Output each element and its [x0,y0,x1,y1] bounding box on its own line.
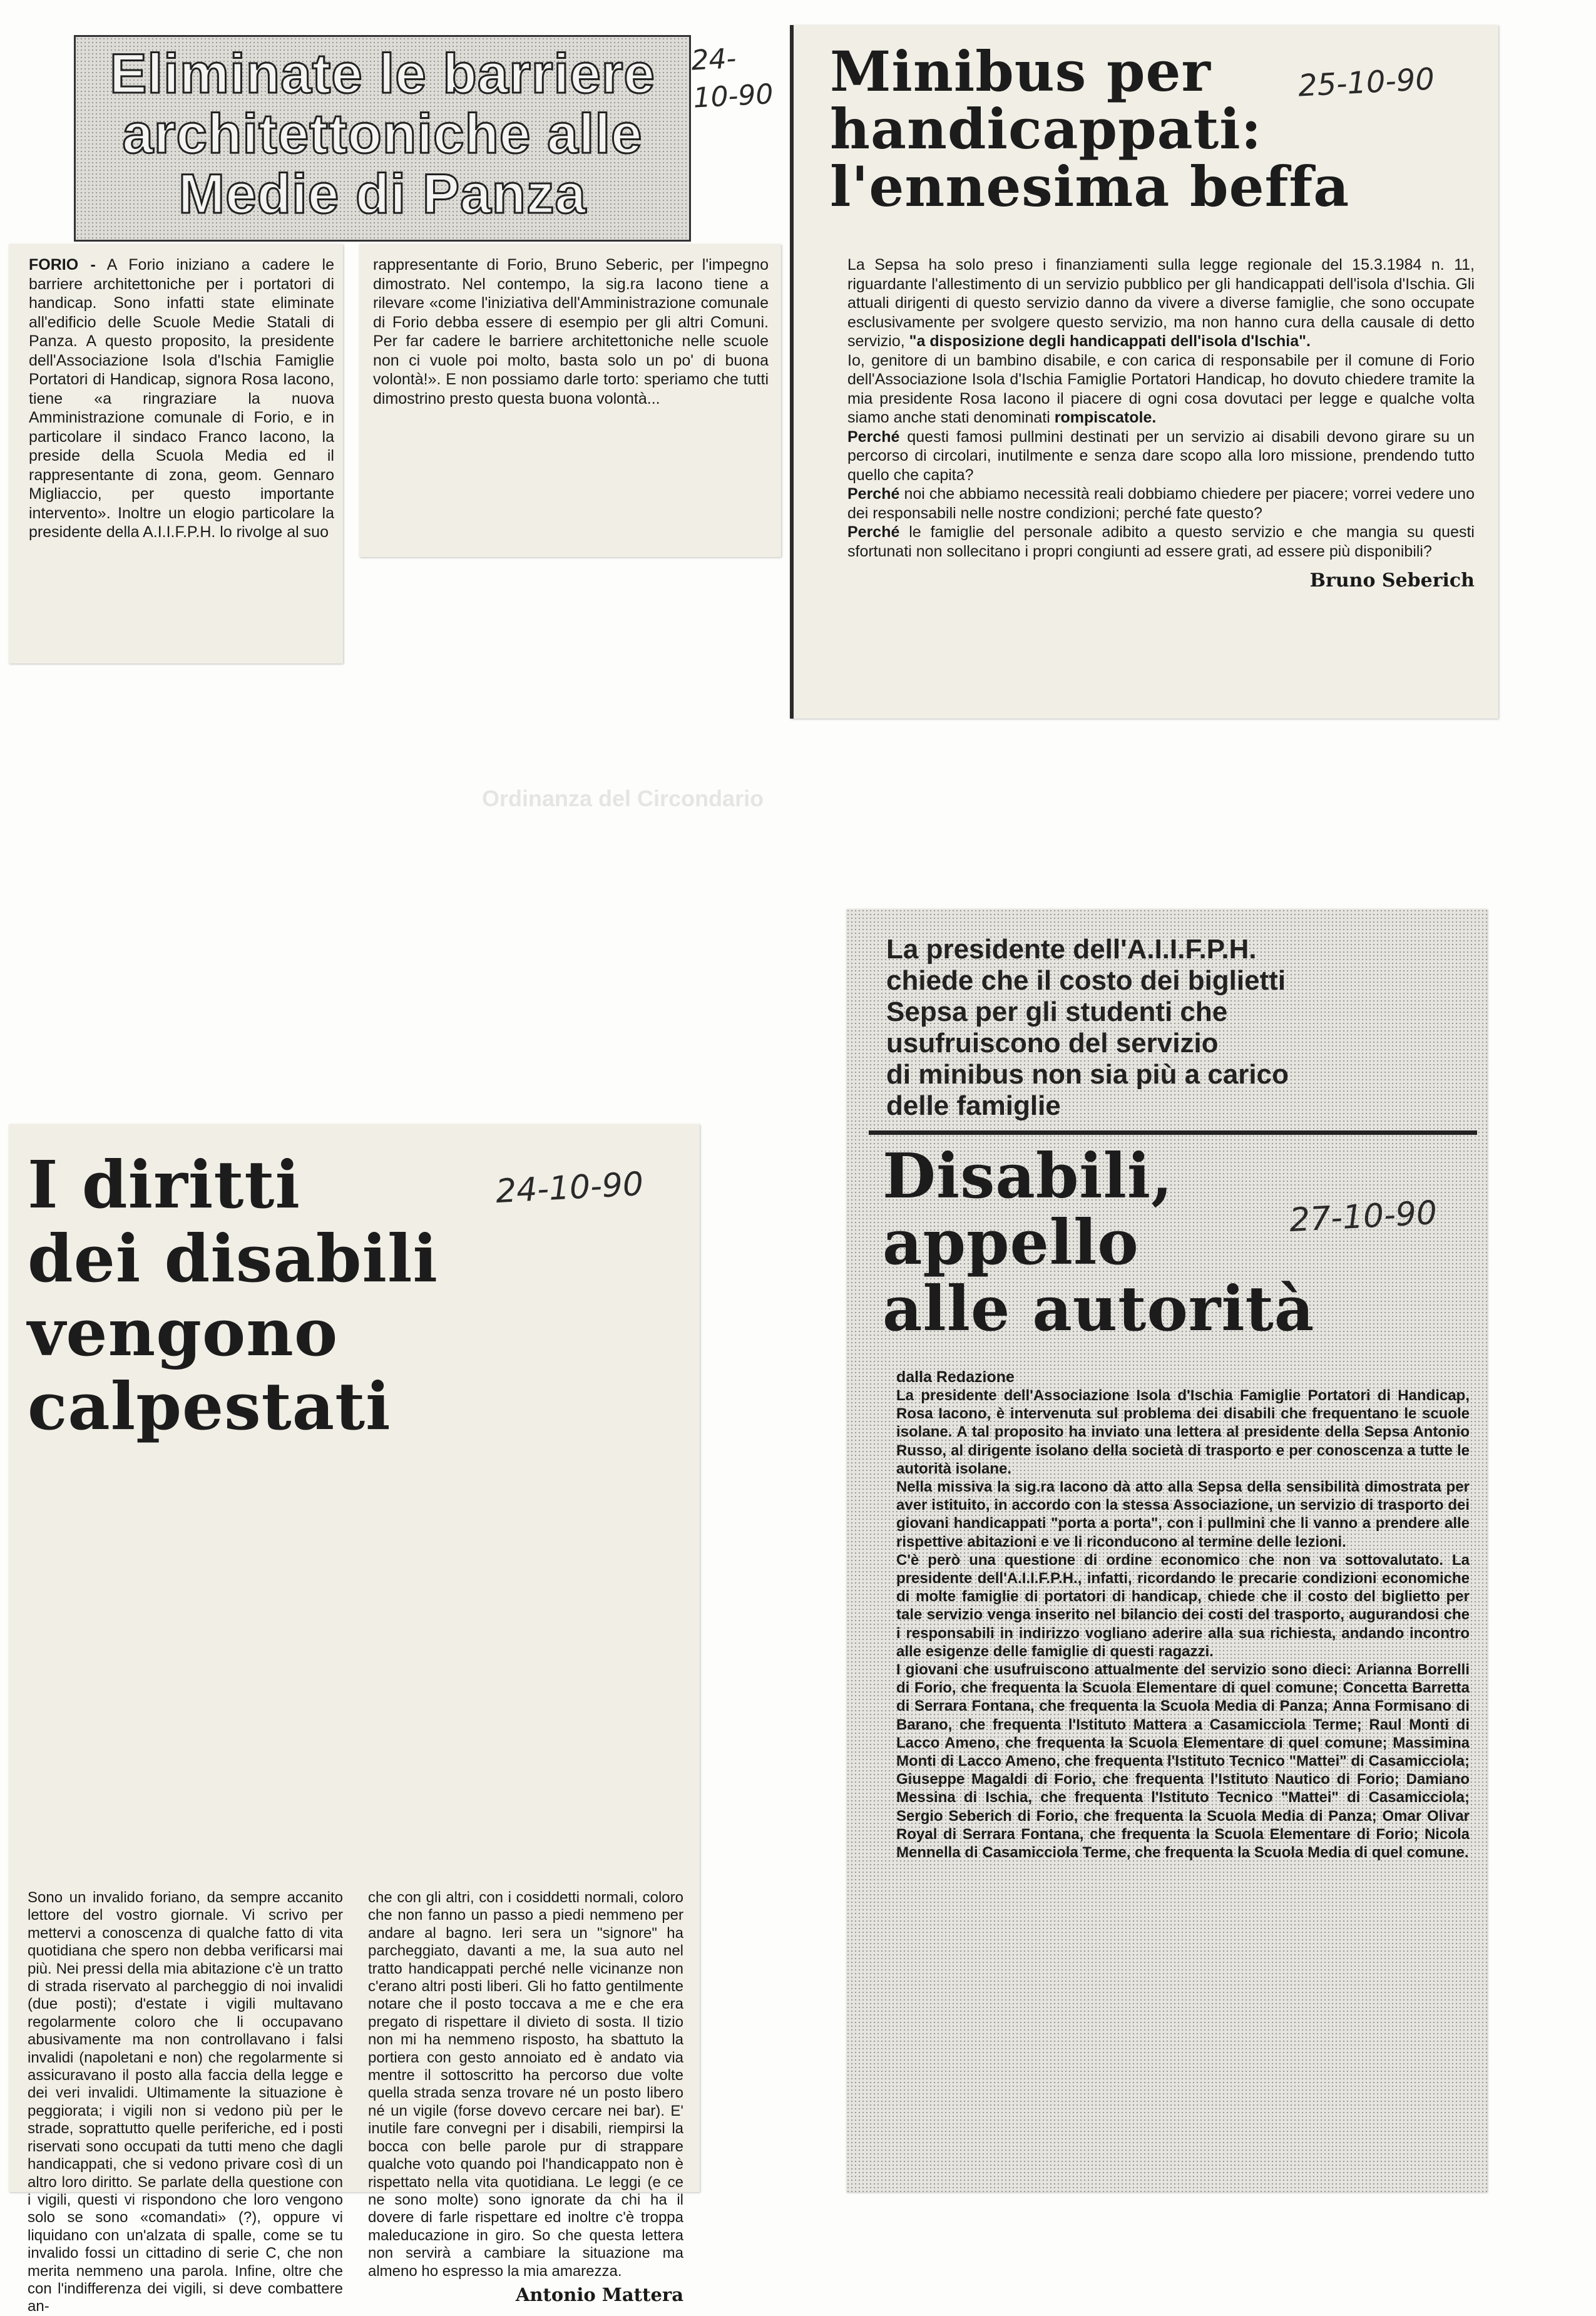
article-minibus-p4: noi che abbiamo necessità reali dobbiamo chiedere per piacere; vorrei vedere uno dei responsabili nelle nostre condizioni; perché fate questo? [847,485,1475,522]
article-diritti-date: 24-10-90 [494,1165,645,1211]
article-minibus-p5: le famiglie del personale adibito a questo servizio e che mangia su questi sfortunati non sollecitano i propri congiunti ad essere grati, ad essere più disponibili? [847,523,1475,560]
article-disabili-p4: I giovani che usufruiscono attualmente del servizio sono dieci: Arianna Borrelli di Forio, che frequenta la Scuola Elementare di quel comune; Concetta Barretta di Serrara Fontana, che frequenta la Scuola Media di Panza; Anna Formisano di Barano, che frequenta l'Istituto Mattera a Casamicciola Terme; Raul Monti di Lacco Ameno, che frequenta la Scuola Elementare di quel comune; Massimina Monti di Lacco Ameno, che frequenta l'Istituto Tecnico "Mattei" di Casamicciola; Giuseppe Magaldi di Forio, che frequenta l'Istituto Nautico di Forio; Damiano Messina di Ischia, che frequenta l'Istituto Tecnico "Mattei" di Casamicciola; Sergio Seberich di Forio, che frequenta la Scuola Media di Panza; Omar Olivar Royal di Serrara Fontana, che frequenta la Scuola Elementare di Forio; Nicola Mennella di Casamicciola Terme, che frequenta la Scuola Media di quel comune. [896,1661,1470,1862]
article-disabili-date: 27-10-90 [1288,1194,1438,1240]
article-barriere-headline-line2: architettoniche alle [122,102,643,165]
article-minibus-p5-bold: Perché [847,523,900,541]
article-disabili-subhead-line2: chiede che il costo dei biglietti [886,965,1286,996]
article-minibus-p4-bold: Perché [847,485,900,503]
article-diritti-headline-line3: vengono [28,1294,339,1371]
article-barriere-col2 [359,244,781,557]
article-disabili-subhead [886,934,1471,1122]
article-minibus-p3: questi famosi pullmini destinati per un servizio ai disabili devono girare su un percorso di circolari, inutilmente e senza dare scopo alla loro missione, prendendo tutto quello che capita? [847,428,1475,484]
article-disabili-subhead-line6: delle famiglie [886,1090,1061,1121]
article-disabili-rule [869,1130,1477,1135]
article-barriere-lead: FORIO - [29,256,96,274]
article-diritti-signature: Antonio Mattera [515,2283,683,2305]
article-disabili-headline-line2: appello [882,1207,1139,1279]
article-barriere-col1 [9,244,343,664]
article-diritti-headline-line4: calpestati [28,1368,391,1445]
article-disabili-headline-line1: Disabili, [882,1140,1174,1212]
article-minibus-signature: Bruno Seberich [1309,570,1475,592]
article-diritti-col1-text: Sono un invalido foriano, da sempre accanito lettore del vostro giornale. Vi scrivo per mettervi a conoscenza di qualche fatto di vita quotidiana che spero non debba verificarsi mai più. Nei pressi della mia abitazione c'è un tratto di strada riservato al parcheggio di noi invalidi (due posti); d'estate i vigili multavano regolarmente coloro che li occupavano abusivamente ma non controllavano i falsi invalidi (napoletani e non) che regolarmente si assicuravano il posto alla faccia della legge e dei veri invalidi. Ultimamente la situazione è peggiorata; i vigili non si vedono più per le strade, soprattutto quelle periferiche, ed i posti riservati sono occupati da tutti meno che dagli handicappati, che si vedono privare così di un altro loro diritto. Se parlate della questione con i vigili, questi vi rispondono che loro vengono solo se sono «comandati» (?), oppure vi liquidano con un'alzata di spalle, come se tu invalido fossi un cittadino di serie C, che non merita nemmeno una parola. Infine, oltre che con l'indifferenza dei vigili, si deve combattere an- [28,1889,343,2315]
article-disabili-p1: La presidente dell'Associazione Isola d'Ischia Famiglie Portatori di Handicap, Rosa Iacono, è intervenuta sul problema dei disabili che frequentano le scuole isolane. A tal proposito ha inviato una lettera al presidente della Sepsa Antonio Russo, al dirigente isolano della società di trasporto e per conoscenza a tutte le autorità isolane. [896,1387,1470,1477]
article-minibus-p1: La Sepsa ha solo preso i finanziamenti sulla legge regionale del 15.3.1984 n. 11, riguardante l'allestimento di un servizio pubblico per gli handicappati dell'isola d'Ischia. Gli attuali dirigenti di questo servizio danno da vivere a diverse famiglie, che sono occupate esclusivamente per svolgere questo servizio, ma non hanno cura della causale di detto servizio, [847,256,1475,350]
article-diritti [9,1124,700,2315]
article-minibus-p2-bold: rompiscatole. [1054,409,1157,426]
article-minibus [790,25,1498,719]
article-minibus-headline-line1: Minibus per [830,39,1211,104]
article-barriere-headline-box [74,35,691,242]
article-disabili-p2: Nella missiva la sig.ra Iacono dà atto alla Sepsa della sensibilità dimostrata per aver istituito, in accordo con la stessa Associazione, un servizio di trasporto dei giovani handicappati "porta a porta", con i pullmini che li vanno a prendere alle rispettive abitazioni e ve li riconducono al termine delle lezioni. [896,1478,1470,1550]
article-minibus-p3-bold: Perché [847,428,900,446]
article-disabili-byline: dalla Redazione [896,1368,1015,1386]
bleed-through-text: Ordinanza del Circondario [482,786,764,811]
article-barriere-col1-text: A Forio iniziano a cadere le barriere architettoniche per i portatori di handicap. Sono infatti state eliminate all'edificio delle Scuole Medie Statali di Panza. A questo proposito, la presidente dell'Associazione Isola d'Ischia Famiglie Portatori di Handicap, signora Rosa Iacono, tiene «a ringraziare la nuova Amministrazione comunale di Forio, e in particolare il sindaco Franco Iacono, la preside della Scuola Media ed il rappresentante di zona, geom. Gennaro Migliaccio, per questo importante intervento». Inoltre un elogio particolare la presidente della A.I.I.F.P.H. lo rivolge al suo [29,256,334,541]
article-disabili-subhead-line3: Sepsa per gli studenti che [886,997,1228,1027]
article-barriere-date: 24-10-90 [690,42,774,115]
article-minibus-headline-line3: l'ennesima beffa [830,154,1350,219]
article-minibus-p1-bold: "a disposizione degli handicappati dell'isola d'Ischia". [909,332,1311,350]
article-barriere [9,28,781,665]
article-disabili-headline-line3: alle autorità [882,1273,1315,1345]
article-disabili-subhead-line1: La presidente dell'A.I.I.F.P.H. [886,934,1257,965]
article-barriere-col2-text: rappresentante di Forio, Bruno Seberic, per l'impegno dimostrato. Nel contempo, la sig.ra Iacono tiene a rilevare «come l'iniziativa dell'Amministrazione comunale di Forio debba essere di esempio per gli altri Comuni. Per far cadere le barriere architettoniche nelle scuole non ci vuole poi molto, basta solo un po' di buona volontà!». E non possiamo darle torto: speriamo che tutti dimostrino presto questa buona volontà... [373,256,769,407]
article-disabili-subhead-line4: usufruiscono del servizio [886,1028,1219,1058]
article-barriere-headline-line3: Medie di Panza [178,162,586,225]
article-diritti-headline-line1: I diritti [28,1146,300,1223]
article-disabili-p3: C'è però una questione di ordine economico che non va sottovalutato. La presidente dell'A.I.I.F.P.H., infatti, ricordando le precarie condizioni economiche di molte famiglie di portatori di handicap, chiede che il costo del biglietto per tale servizio venga inserito nel bilancio dei costi del trasporto, augurandosi che i responsabili in indirizzo vogliano aderire alla sua richiesta, andando incontro alle esigenze delle famiglie di questi ragazzi. [896,1551,1470,1660]
article-minibus-p2: Io, genitore di un bambino disabile, e con carica di responsabile per il comune di Forio dell'Associazione Isola d'Ischia Famiglie Portatori Handicap, ho dovuto chiedere tramite la mia presidente Rosa Iacono il piacere di ogni cosa dovutaci per legge e qualche volta siamo anche stati denominati [847,351,1475,426]
article-disabili [846,909,1487,2192]
article-minibus-headline-line2: handicappati: [830,96,1262,161]
article-minibus-date: 25-10-90 [1297,61,1436,104]
article-barriere-headline-line1: Eliminate le barriere [110,42,655,105]
article-disabili-subhead-line5: di minibus non sia più a carico [886,1059,1289,1090]
article-diritti-headline-line2: dei disabili [28,1220,439,1297]
article-diritti-col2-text: che con gli altri, con i cosiddetti normali, coloro che non fanno un passo a piedi nemmeno per andare al bagno. Ieri sera un "signore" ha parcheggiato, davanti a me, la sua auto nel tratto handicappati perché nelle vicinanze non c'erano altri posti liberi. Gli ho fatto gentilmente notare che il posto toccava a me e che era pregato di rispettare il divieto di sosta. Il tizio non mi ha nemmeno risposto, ha sbattuto la portiera con gesto annoiato ed è andato via mentre il sottoscritto ha percorso due volte quella strada senza trovare né un posto libero né un vigile (forse dovevo cercare nei bar). E' inutile fare convegni per i disabili, riempirsi la bocca con belle parole pur di strappare qualche voto quando poi l'handicappato non è rispettato nella vita quotidiana. Le leggi (e ce ne sono molte) sono ignorate da chi ha il dovere di farle rispettare ed inoltre c'è troppa maleducazione in giro. So che questa lettera non servirà a cambiare la situazione ma almeno ho espresso la mia amarezza. [368,1889,683,2280]
